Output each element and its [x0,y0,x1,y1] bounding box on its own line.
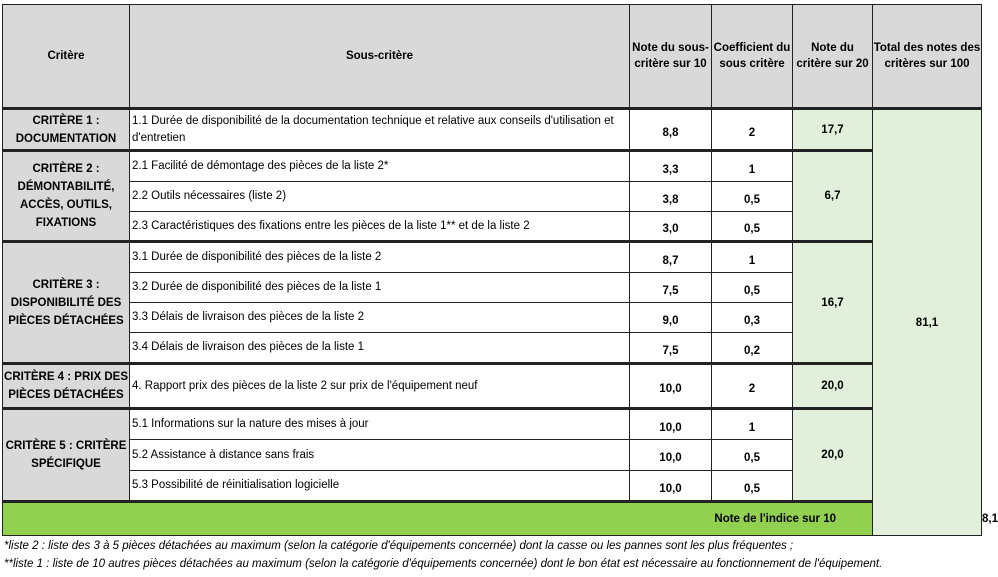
subcriterion-coef: 2 [712,109,793,151]
subcriterion-coef: 0,3 [712,303,793,333]
criterion-1-note20: 17,7 [793,109,873,151]
subcriterion-coef: 0,5 [712,212,793,242]
subcriterion-coef: 1 [712,409,793,440]
subcriterion-note: 8,8 [630,109,712,151]
subcriterion-coef: 0,5 [712,471,793,502]
subcriterion-note: 10,0 [630,364,712,409]
table-row [3,364,982,409]
subcriterion-label: 1.1 Durée de disponibilité de la documentation technique et relative aux conseils d'utilisation et d'entretien [130,109,630,151]
subcriterion-note: 10,0 [630,440,712,471]
criterion-5-label: CRITÈRE 5 : CRITÈRE SPÉCIFIQUE [3,409,130,502]
header-sous-critere: Sous-critère [130,5,630,109]
final-row: Note de l'indice sur 10 8,1 [3,502,982,536]
criterion-2-note20: 6,7 [793,151,873,242]
footnote-liste-1: **liste 1 : liste de 10 autres pièces détachées au maximum (selon la catégorie d'équipements concernée) dont le bon état est nécessaire au fonctionnement de l'équipement. [4,558,883,570]
subcriterion-coef: 0,2 [712,333,793,364]
subcriterion-label: 2.2 Outils nécessaires (liste 2) [130,182,630,212]
criterion-4-label: CRITÈRE 4 : PRIX DES PIÈCES DÉTACHÉES [3,364,130,409]
table-row [3,242,982,273]
header-critere: Critère [3,5,130,109]
subcriterion-note: 3,0 [630,212,712,242]
header-total: Total des notes des critères sur 100 [873,5,982,109]
subcriterion-coef: 2 [712,364,793,409]
subcriterion-label: 5.2 Assistance à distance sans frais [130,440,630,471]
repairability-table [2,4,998,536]
subcriterion-note: 7,5 [630,273,712,303]
header-note-critere: Note du critère sur 20 [793,5,873,109]
table-row [3,409,982,440]
header-coef: Coefficient du sous critère [712,5,793,109]
subcriterion-coef: 0,5 [712,273,793,303]
subcriterion-coef: 0,5 [712,182,793,212]
header-row [3,5,982,109]
subcriterion-coef: 1 [712,151,793,182]
subcriterion-label: 5.3 Possibilité de réinitialisation logicielle [130,471,630,502]
footnote-liste-2: *liste 2 : liste des 3 à 5 pièces détachées au maximum (selon la catégorie d'équipements concernée) dont la casse ou les pannes sont les plus fréquentes ; [4,540,794,552]
subcriterion-label: 3.2 Durée de disponibilité des pièces de la liste 1 [130,273,630,303]
subcriterion-label: 4. Rapport prix des pièces de la liste 2 sur prix de l'équipement neuf [130,364,630,409]
criterion-3-label: CRITÈRE 3 : DISPONIBILITÉ DES PIÈCES DÉTACHÉES [3,242,130,364]
criterion-4-note20: 20,0 [793,364,873,409]
subcriterion-label: 5.1 Informations sur la nature des mises à jour [130,409,630,440]
subcriterion-note: 7,5 [630,333,712,364]
subcriterion-label: 3.4 Délais de livraison des pièces de la liste 1 [130,333,630,364]
criterion-5-note20: 20,0 [793,409,873,502]
subcriterion-label: 3.1 Durée de disponibilité des pièces de la liste 2 [130,242,630,273]
subcriterion-note: 3,8 [630,182,712,212]
subcriterion-note: 10,0 [630,409,712,440]
criterion-3-note20: 16,7 [793,242,873,364]
subcriterion-label: 3.3 Délais de livraison des pièces de la liste 2 [130,303,630,333]
subcriterion-note: 10,0 [630,471,712,502]
subcriterion-label: 2.1 Facilité de démontage des pièces de la liste 2* [130,151,630,182]
total-100: 81,1 [873,109,982,536]
subcriterion-note: 9,0 [630,303,712,333]
subcriterion-label: 2.3 Caractéristiques des fixations entre les pièces de la liste 1** et de la liste 2 [130,212,630,242]
criterion-2-label: CRITÈRE 2 : DÉMONTABILITÉ, ACCÈS, OUTILS, FIXATIONS [3,151,130,242]
subcriterion-note: 8,7 [630,242,712,273]
header-note-sous: Note du sous-critère sur 10 [630,5,712,109]
subcriterion-coef: 1 [712,242,793,273]
criterion-1-label: CRITÈRE 1 : DOCUMENTATION [3,109,130,151]
table-row [3,109,982,151]
subcriterion-note: 3,3 [630,151,712,182]
subcriterion-coef: 0,5 [712,440,793,471]
table-row [3,151,982,182]
final-index-label: Note de l'indice sur 10 [3,502,873,536]
